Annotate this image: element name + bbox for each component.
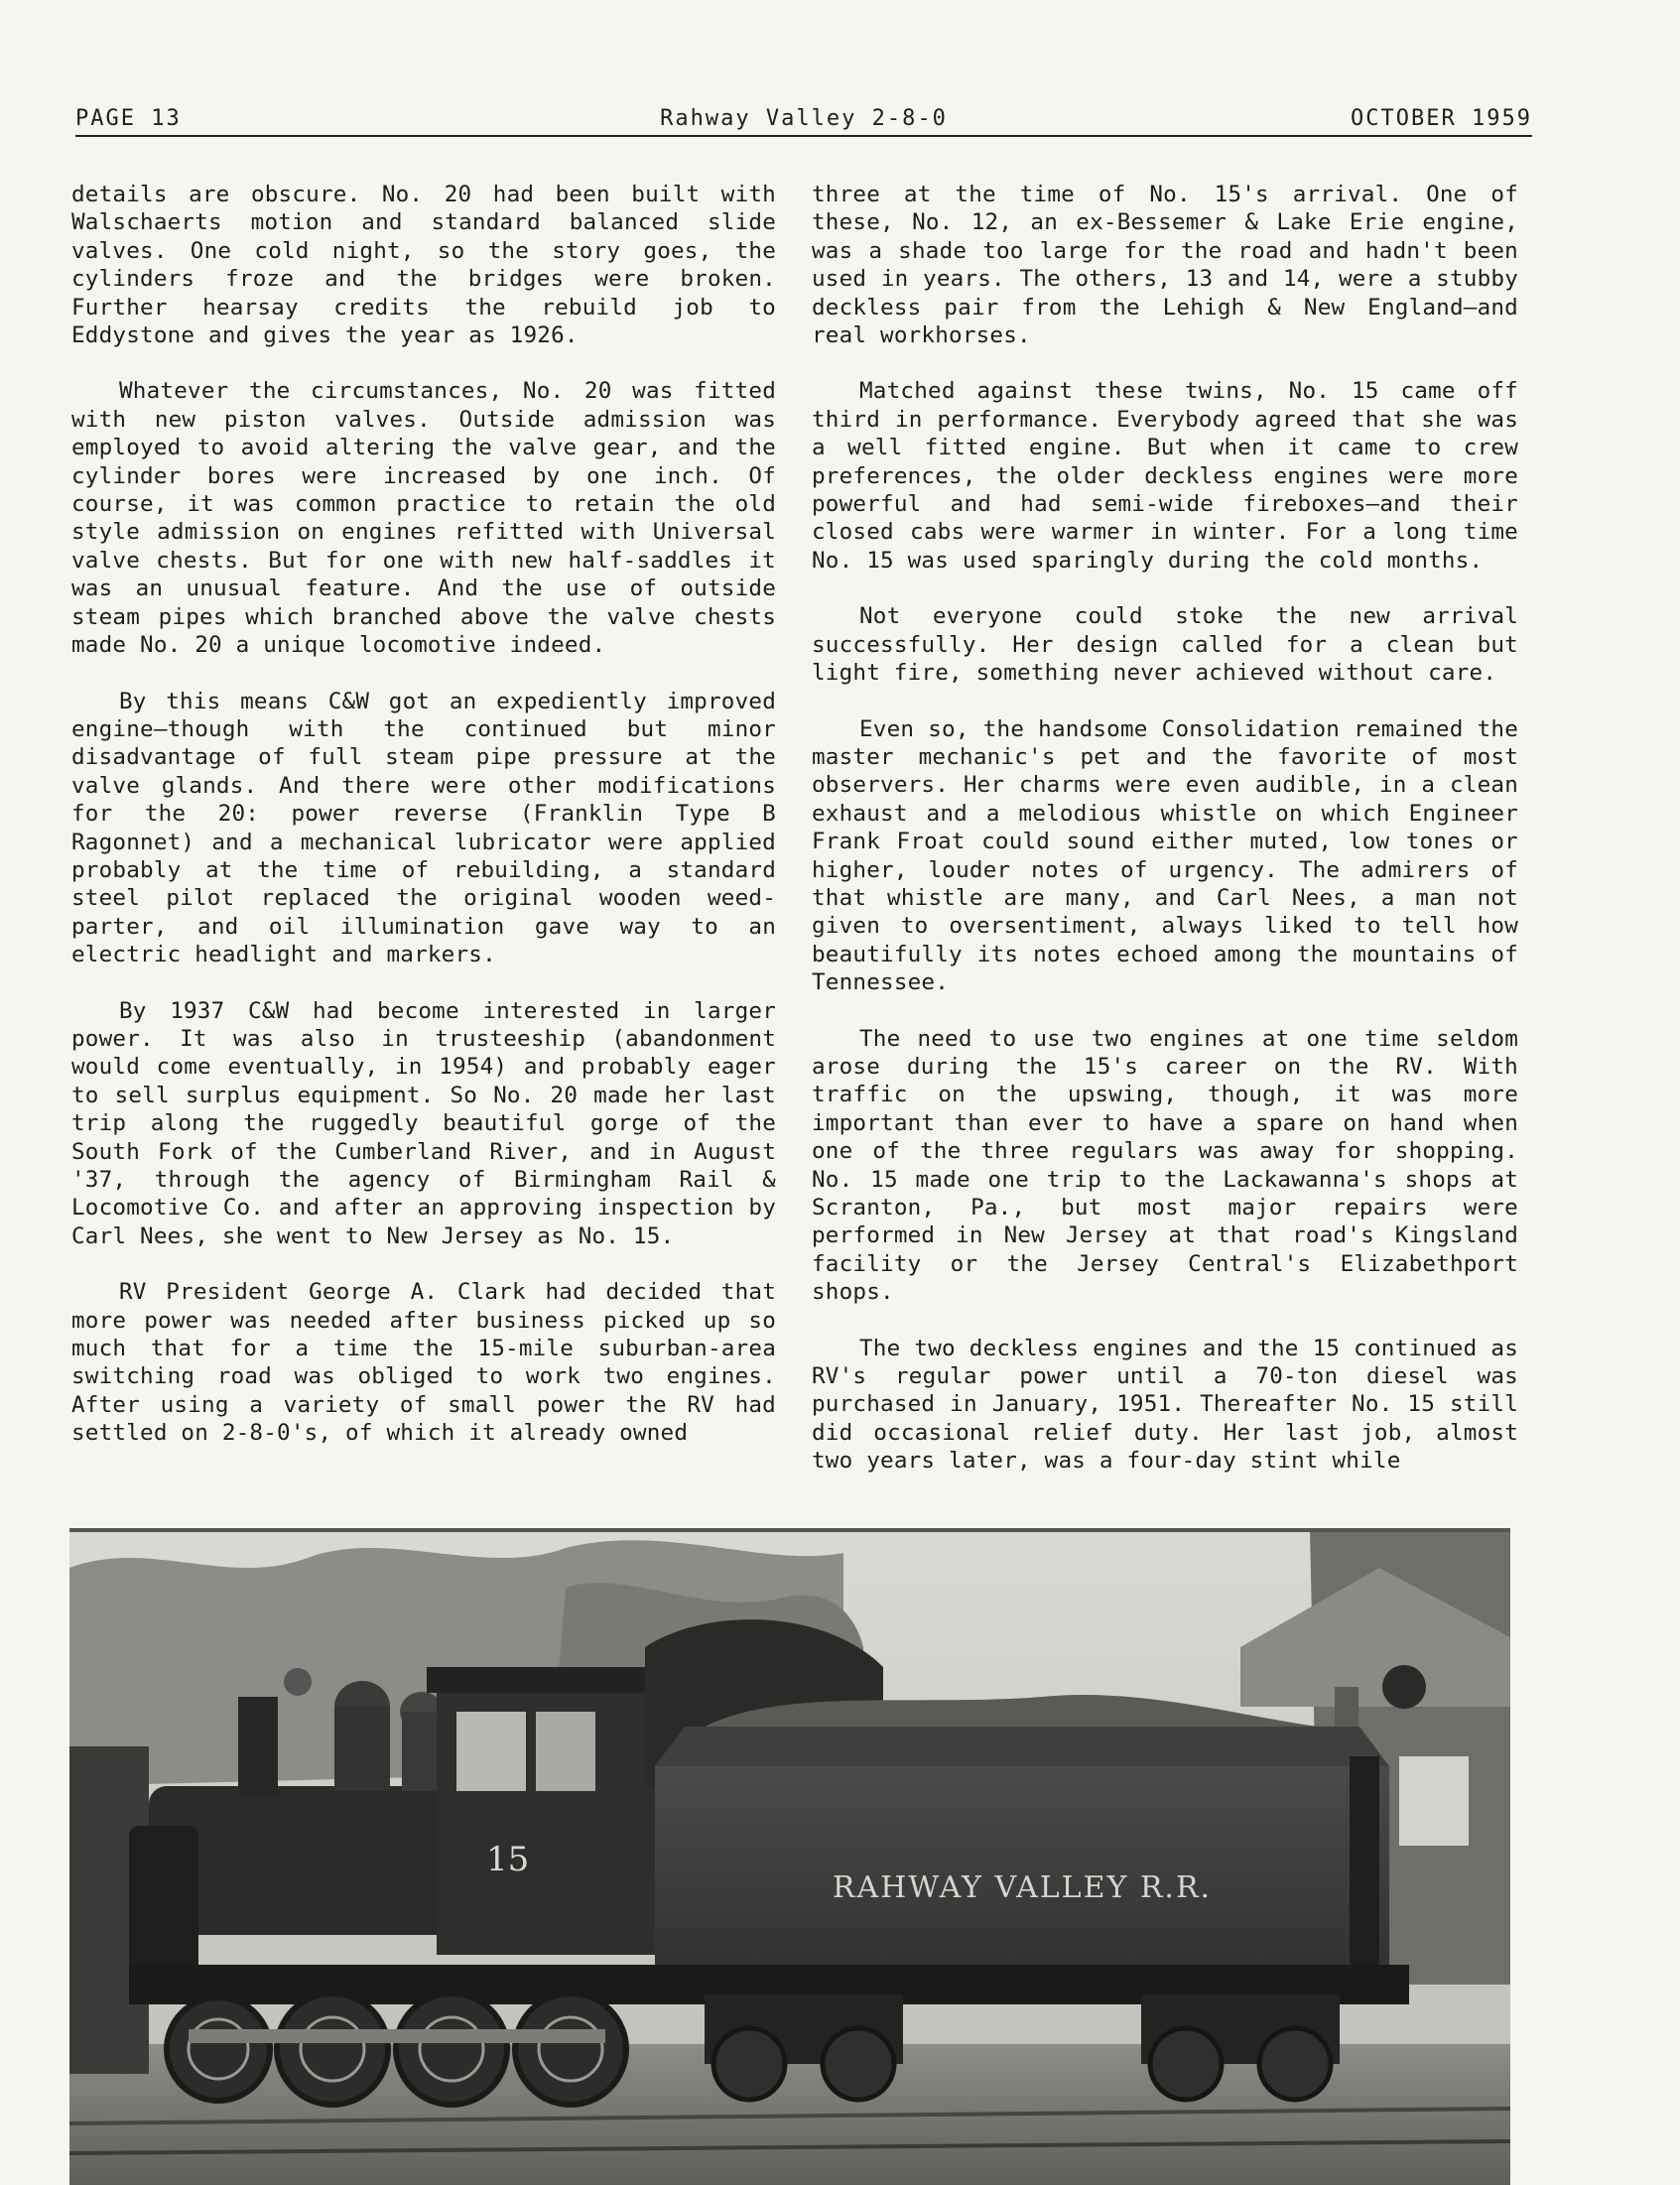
page-number: PAGE 13	[75, 106, 182, 131]
paragraph: By 1937 C&W had become interested in larger power. It was also in trusteeship (abandonment would come eventually, in 1954) and probably eager to sell surplus equipment. So No. 20 made her last trip along the ruggedly beautiful gorge of the South Fork of the Cumberland River, and in August '37, through the agency of Birmingham Rail & Locomotive Co. and after an approving inspection by Carl Nees, she went to New Jersey as No. 15.	[71, 997, 776, 1249]
paragraph: Even so, the handsome Consolidation remained the master mechanic's pet and the favorite of most observers. Her charms were even audible, in a clean exhaust and a melodious whistle on which Engineer Frank Froat could sound either muted, low tones or higher, louder notes of urgency. The admirers of that whistle are many, and Carl Nees, a man not given to oversentiment, always liked to tell how beautifully its notes echoed among the mountains of Tennessee.	[812, 715, 1518, 996]
tender-lettering: RAHWAY VALLEY R.R.	[832, 1870, 1213, 1905]
paragraph: The two deckless engines and the 15 continued as RV's regular power until a 70-ton diesel was purchased in January, 1951. Thereafter No. 15 still did occasional relief duty. Her last job, almost two years later, was a four-day stint while	[812, 1335, 1518, 1475]
paragraph: Whatever the circumstances, No. 20 was fitted with new piston valves. Outside admission was employed to avoid altering the valve gear, and the cylinder bores were increased by one inch. Of course, it was common practice to retain the old style admission on engines refitted with Universal valve chests. But for one with new half-saddles it was an unusual feature. And the use of outside steam pipes which branched above the valve chests made No. 20 a unique locomotive indeed.	[71, 378, 776, 659]
paragraph: three at the time of No. 15's arrival. One of these, No. 12, an ex-Bessemer & Lake Erie engine, was a shade too large for the road and hadn't been used in years. The others, 13 and 14, were a stubby deckless pair from the Lehigh & New England—and real workhorses.	[812, 182, 1518, 349]
right-column	[812, 181, 1518, 1503]
paragraph: By this means C&W got an expediently improved engine—though with the continued but minor disadvantage of full steam pipe pressure at the valve glands. And there were other modifications for the 20: power reverse (Franklin Type B Ragonnet) and a mechanical lubricator were applied probably at the time of rebuilding, a standard steel pilot replaced the original wooden weed-parter, and oil illumination gave way to an electric headlight and markers.	[71, 688, 776, 968]
paragraph: Matched against these twins, No. 15 came off third in performance. Everybody agreed that she was a well fitted engine. But when it came to crew preferences, the older deckless engines were more powerful and had semi-wide fireboxes—and their closed cabs were warmer in winter. For a long time No. 15 was used sparingly during the cold months.	[812, 378, 1518, 574]
paragraph: details are obscure. No. 20 had been built with Walschaerts motion and standard balanced slide valves. One cold night, so the story goes, the cylinders froze and the bridges were broken. Further hearsay credits the rebuild job to Eddystone and gives the year as 1926.	[71, 182, 776, 349]
locomotive-photo	[69, 1528, 1510, 2185]
paragraph: RV President George A. Clark had decided that more power was needed after business picked up so much that for a time the 15-mile suburban-area switching road was obliged to work two engines. After using a variety of small power the RV had settled on 2-8-0's, of which it already owned	[71, 1279, 776, 1447]
cab-number: 15	[486, 1840, 530, 1879]
issue-date: OCTOBER 1959	[1351, 106, 1532, 131]
running-title: Rahway Valley 2-8-0	[660, 106, 948, 131]
paragraph: Not everyone could stoke the new arrival successfully. Her design called for a clean but light fire, something never achieved without care.	[812, 603, 1518, 687]
paragraph: The need to use two engines at one time seldom arose during the 15's career on the RV. With traffic on the upswing, though, it was more important than ever to have a spare on hand when one of the three regulars was away for shopping. No. 15 made one trip to the Lackawanna's shops at Scranton, Pa., but most major repairs were performed in New Jersey at that road's Kingsland facility or the Jersey Central's Elizabethport shops.	[812, 1025, 1518, 1306]
left-column	[71, 181, 776, 1476]
page-header	[75, 99, 1532, 137]
